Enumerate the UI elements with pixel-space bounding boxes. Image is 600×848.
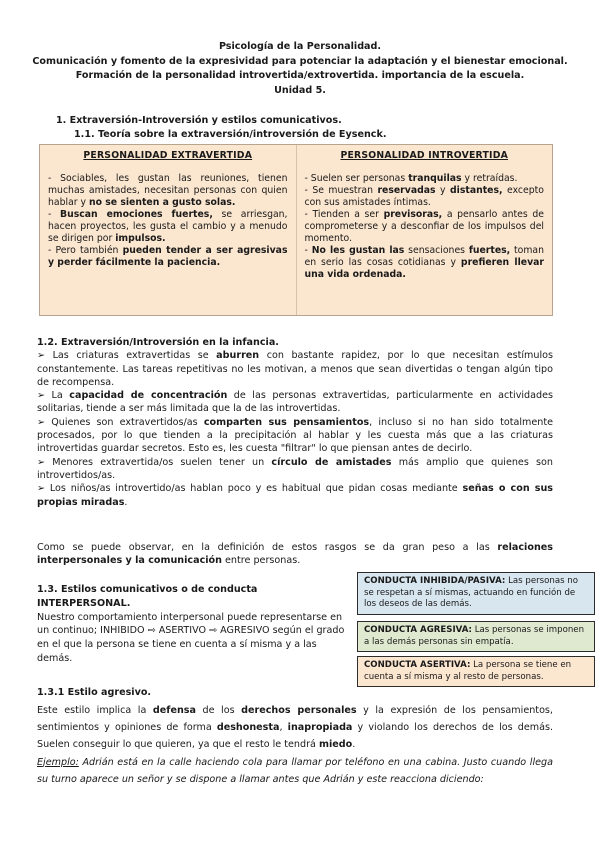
section-1-3-title: 1.3. Estilos comunicativos o de conducta INTERPERSONAL. — [37, 584, 258, 609]
document-header — [20, 40, 580, 98]
course-title: Psicología de la Personalidad. — [218, 41, 382, 52]
infancy-point-2: ➢ La capacidad de concentración de las personas extravertidas, particularmente en actividades solitarias, tiende a ser más limitada que la de las introvertidas. — [37, 390, 553, 415]
section-1-3-1 — [37, 686, 553, 788]
section-1-3-text: Nuestro comportamiento interpersonal puede representarse en un continuo; INHIBIDO ⇨ ASERTIVO ⇨ AGRESIVO según el grado en el que la persona se tiene en cuenta a sí misma y a las demás. — [37, 611, 345, 664]
conducta-asertiva-box: CONDUCTA ASERTIVA: La persona se tiene en cuenta a sí misma y al resto de personas. — [357, 656, 595, 687]
course-subtitle: Comunicación y fomento de la expresividad para potenciar la adaptación y el bienestar emocional. — [32, 55, 568, 67]
extravert-column — [40, 145, 296, 315]
section-1-3-1-title: 1.3.1 Estilo agresivo. — [37, 687, 152, 698]
extravert-trait-3: - Pero también pueden tender a ser agresivas y perder fácilmente la paciencia. — [48, 245, 288, 268]
infancy-point-1: ➢ Las criaturas extravertidas se aburren con bastante rapidez, por lo que necesitan estímulos constantemente. Las tareas repetitivas no les motivan, a menos que sean divertidas o tengan algún tipo de recompensa. — [37, 350, 553, 388]
section-1-2-title: 1.2. Extraversión/Introversión en la infancia. — [37, 337, 279, 348]
infancy-point-3: ➢ Quienes son extravertidos/as comparten sus pensamientos, incluso si no han sido totalmente procesados, por lo que tienden a la precipitación al hablar y les cuesta más que a las criaturas introvertidas guardar secretos. Esto es, les cuesta "filtrar" lo que piensan antes de decirlo. — [37, 416, 553, 455]
section-1-1-title: 1.1. Teoría sobre la extraversión/introversión de Eysenck. — [74, 128, 387, 140]
introvert-trait-3: - Tienden a ser previsoras, a pensarlo antes de comprometerse y a desconfiar de los impulsos del momento. — [304, 209, 544, 244]
section-1-heading — [56, 114, 387, 141]
infancy-point-4: ➢ Menores extravertida/os suelen tener un círculo de amistades más amplio que quienes son introvertidos/as. — [37, 456, 553, 481]
conducta-agresiva-box: CONDUCTA AGRESIVA: Las personas se imponen a las demás personas sin empatía. — [357, 621, 595, 652]
introvert-trait-1: - Suelen ser personas tranquilas y retraídas. — [304, 173, 518, 184]
infancy-point-5: ➢ Los niños/as introvertido/as hablan poco y es habitual que pidan cosas mediante señas o con sus propias miradas. — [37, 483, 553, 508]
personality-comparison-table — [39, 144, 553, 316]
section-1-3 — [37, 583, 347, 666]
introvert-column — [296, 145, 553, 315]
extravert-heading: PERSONALIDAD EXTRAVERTIDA — [83, 150, 253, 161]
introvert-trait-2: - Se muestran reservadas y distantes, excepto con sus amistades íntimas. — [304, 185, 544, 208]
introvert-heading: PERSONALIDAD INTROVERTIDA — [340, 150, 509, 161]
topic-title: Formación de la personalidad introvertida/extrovertida. importancia de la escuela. — [75, 70, 525, 81]
extravert-trait-1: - Sociables, les gustan las reuniones, tienen muchas amistades, necesitan personas con quien hablar y no se sienten a gusto solas. — [48, 173, 288, 208]
introvert-trait-4: - No les gustan las sensaciones fuertes, toman en serio las cosas cotidianas y prefieren llevar una vida ordenada. — [304, 245, 545, 280]
example-paragraph: Ejemplo: Adrián está en la calle haciendo cola para llamar por teléfono en una cabina. Justo cuando llega su turno aparece un señor y se dispone a llamar antes que Adrián y este reacciona diciendo: — [37, 756, 553, 785]
section-1-title: 1. Extraversión-Introversión y estilos comunicativos. — [56, 115, 342, 126]
section-1-2-conclusion: Como se puede observar, en la definición de estos rasgos se da gran peso a las relaciones interpersonales y la comunicación entre personas. — [37, 542, 553, 567]
unit-label: Unidad 5. — [274, 84, 326, 96]
section-1-2 — [37, 336, 553, 509]
extravert-trait-2: - Buscan emociones fuertes, se arriesgan, hacen proyectos, les gusta el cambio y a menudo se dirigen por impulsos. — [48, 209, 288, 244]
conducta-inhibida-box: CONDUCTA INHIBIDA/PASIVA: Las personas no se respetan a sí mismas, actuando en función de los deseos de las demás. — [357, 572, 595, 615]
section-1-3-1-text: Este estilo implica la defensa de los derechos personales y la expresión de los pensamientos, sentimientos y opiniones de forma deshonesta, inapropiada y violando los derechos de los demás. Suelen conseguir lo que quieren, ya que el resto le tendrá miedo. — [37, 705, 553, 751]
